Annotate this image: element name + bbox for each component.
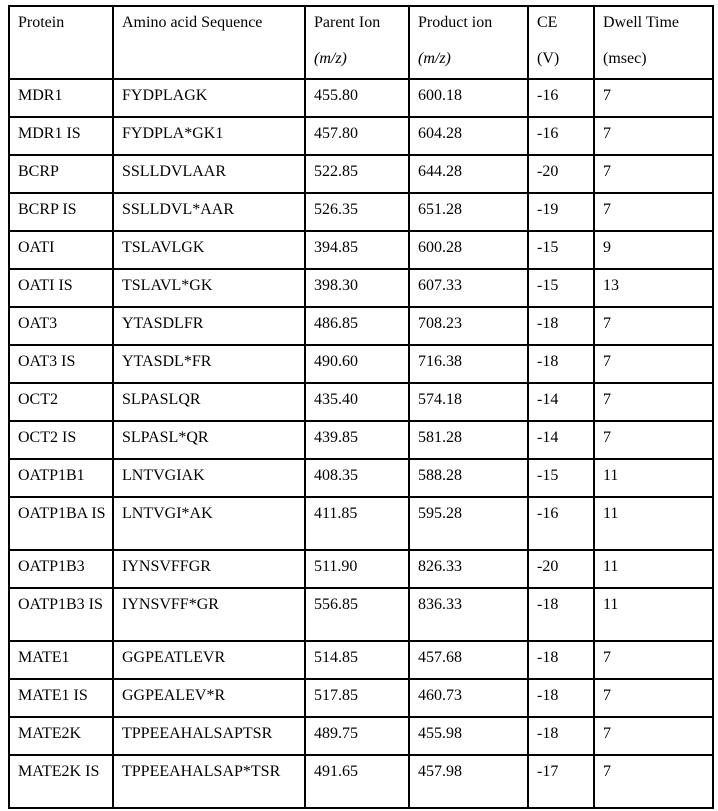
cell-product-ion: 644.28 xyxy=(409,155,528,193)
cell-product-ion: 708.23 xyxy=(409,307,528,345)
cell-sequence: LNTVGIAK xyxy=(113,459,305,497)
header-product-ion xyxy=(409,6,528,79)
table-row xyxy=(9,641,713,679)
cell-product-ion: 826.33 xyxy=(409,550,528,588)
table-header xyxy=(9,6,713,79)
cell-protein: OATP1B3 xyxy=(9,550,113,588)
cell-parent-ion: 511.90 xyxy=(305,550,409,588)
cell-ce: -19 xyxy=(528,193,594,231)
cell-ce: -16 xyxy=(528,79,594,117)
cell-dwell-time: 7 xyxy=(594,117,713,155)
cell-dwell-time: 7 xyxy=(594,755,713,808)
cell-dwell-time: 7 xyxy=(594,679,713,717)
cell-product-ion: 600.18 xyxy=(409,79,528,117)
cell-sequence: GGPEALEV*R xyxy=(113,679,305,717)
header-amino-acid-sequence xyxy=(113,6,305,79)
cell-ce: -20 xyxy=(528,550,594,588)
cell-product-ion: 588.28 xyxy=(409,459,528,497)
cell-parent-ion: 457.80 xyxy=(305,117,409,155)
cell-ce: -18 xyxy=(528,307,594,345)
cell-sequence: YTASDL*FR xyxy=(113,345,305,383)
cell-sequence: SLPASL*QR xyxy=(113,421,305,459)
cell-dwell-time: 7 xyxy=(594,193,713,231)
cell-dwell-time: 13 xyxy=(594,269,713,307)
cell-product-ion: 716.38 xyxy=(409,345,528,383)
cell-ce: -20 xyxy=(528,155,594,193)
cell-protein: OATP1BA IS xyxy=(9,497,113,550)
table-body xyxy=(9,79,713,808)
header-product-ion-label: Product ion xyxy=(418,14,493,31)
cell-dwell-time: 11 xyxy=(594,497,713,550)
header-parent-ion xyxy=(305,6,409,79)
cell-ce: -18 xyxy=(528,588,594,641)
cell-protein: OATI xyxy=(9,231,113,269)
cell-protein: BCRP IS xyxy=(9,193,113,231)
cell-parent-ion: 522.85 xyxy=(305,155,409,193)
cell-product-ion: 836.33 xyxy=(409,588,528,641)
cell-parent-ion: 517.85 xyxy=(305,679,409,717)
cell-ce: -17 xyxy=(528,755,594,808)
table-row xyxy=(9,307,713,345)
cell-product-ion: 607.33 xyxy=(409,269,528,307)
cell-sequence: FYDPLAGK xyxy=(113,79,305,117)
header-dwell-time-units: (msec) xyxy=(603,50,647,68)
cell-sequence: YTASDLFR xyxy=(113,307,305,345)
header-protein xyxy=(9,6,113,79)
cell-protein: MDR1 IS xyxy=(9,117,113,155)
cell-sequence: TPPEEAHALSAPTSR xyxy=(113,717,305,755)
header-parent-ion-units: (m/z) xyxy=(314,50,347,68)
cell-ce: -18 xyxy=(528,717,594,755)
cell-ce: -14 xyxy=(528,421,594,459)
cell-ce: -16 xyxy=(528,117,594,155)
cell-parent-ion: 411.85 xyxy=(305,497,409,550)
cell-dwell-time: 7 xyxy=(594,79,713,117)
header-parent-ion-label: Parent Ion xyxy=(314,14,381,31)
header-protein-label: Protein xyxy=(18,14,65,31)
table-row xyxy=(9,79,713,117)
mrm-parameters-table xyxy=(8,5,714,809)
header-dwell-time xyxy=(594,6,713,79)
cell-sequence: SSLLDVLAAR xyxy=(113,155,305,193)
cell-product-ion: 574.18 xyxy=(409,383,528,421)
cell-dwell-time: 7 xyxy=(594,717,713,755)
header-sequence-label: Amino acid Sequence xyxy=(122,14,263,31)
cell-product-ion: 457.98 xyxy=(409,755,528,808)
cell-protein: OATI IS xyxy=(9,269,113,307)
cell-sequence: SSLLDVL*AAR xyxy=(113,193,305,231)
cell-product-ion: 604.28 xyxy=(409,117,528,155)
cell-protein: MATE1 IS xyxy=(9,679,113,717)
cell-protein: OCT2 IS xyxy=(9,421,113,459)
cell-parent-ion: 490.60 xyxy=(305,345,409,383)
cell-product-ion: 455.98 xyxy=(409,717,528,755)
cell-ce: -15 xyxy=(528,269,594,307)
cell-ce: -15 xyxy=(528,231,594,269)
table-row xyxy=(9,155,713,193)
table-row xyxy=(9,269,713,307)
cell-ce: -16 xyxy=(528,497,594,550)
cell-parent-ion: 439.85 xyxy=(305,421,409,459)
cell-product-ion: 595.28 xyxy=(409,497,528,550)
cell-dwell-time: 7 xyxy=(594,383,713,421)
cell-protein: BCRP xyxy=(9,155,113,193)
cell-dwell-time: 7 xyxy=(594,345,713,383)
cell-sequence: IYNSVFFGR xyxy=(113,550,305,588)
cell-sequence: IYNSVFF*GR xyxy=(113,588,305,641)
table-row xyxy=(9,459,713,497)
cell-protein: MDR1 xyxy=(9,79,113,117)
cell-protein: OAT3 IS xyxy=(9,345,113,383)
cell-parent-ion: 408.35 xyxy=(305,459,409,497)
cell-protein: OATP1B1 xyxy=(9,459,113,497)
table-row xyxy=(9,755,713,808)
cell-parent-ion: 526.35 xyxy=(305,193,409,231)
cell-protein: MATE2K xyxy=(9,717,113,755)
cell-protein: OAT3 xyxy=(9,307,113,345)
cell-parent-ion: 398.30 xyxy=(305,269,409,307)
header-row xyxy=(9,6,713,79)
header-product-ion-units: (m/z) xyxy=(418,50,451,68)
cell-parent-ion: 491.65 xyxy=(305,755,409,808)
cell-product-ion: 581.28 xyxy=(409,421,528,459)
header-ce-units: (V) xyxy=(537,50,560,68)
cell-dwell-time: 11 xyxy=(594,588,713,641)
cell-ce: -18 xyxy=(528,641,594,679)
cell-product-ion: 460.73 xyxy=(409,679,528,717)
cell-sequence: GGPEATLEVR xyxy=(113,641,305,679)
cell-dwell-time: 7 xyxy=(594,421,713,459)
cell-parent-ion: 435.40 xyxy=(305,383,409,421)
cell-parent-ion: 394.85 xyxy=(305,231,409,269)
cell-parent-ion: 455.80 xyxy=(305,79,409,117)
cell-protein: OCT2 xyxy=(9,383,113,421)
table-row xyxy=(9,193,713,231)
cell-sequence: LNTVGI*AK xyxy=(113,497,305,550)
table-row xyxy=(9,550,713,588)
cell-product-ion: 600.28 xyxy=(409,231,528,269)
cell-product-ion: 457.68 xyxy=(409,641,528,679)
table-row xyxy=(9,231,713,269)
cell-dwell-time: 7 xyxy=(594,641,713,679)
header-ce-label: CE xyxy=(537,14,558,31)
cell-protein: MATE1 xyxy=(9,641,113,679)
table-row xyxy=(9,679,713,717)
cell-dwell-time: 9 xyxy=(594,231,713,269)
cell-parent-ion: 514.85 xyxy=(305,641,409,679)
cell-sequence: SLPASLQR xyxy=(113,383,305,421)
cell-parent-ion: 486.85 xyxy=(305,307,409,345)
cell-sequence: TPPEEAHALSAP*TSR xyxy=(113,755,305,808)
table-row xyxy=(9,588,713,641)
cell-protein: OATP1B3 IS xyxy=(9,588,113,641)
table-row xyxy=(9,383,713,421)
cell-dwell-time: 11 xyxy=(594,550,713,588)
cell-sequence: TSLAVLGK xyxy=(113,231,305,269)
table-row xyxy=(9,421,713,459)
cell-ce: -18 xyxy=(528,345,594,383)
cell-ce: -15 xyxy=(528,459,594,497)
cell-parent-ion: 489.75 xyxy=(305,717,409,755)
cell-dwell-time: 11 xyxy=(594,459,713,497)
cell-product-ion: 651.28 xyxy=(409,193,528,231)
cell-dwell-time: 7 xyxy=(594,155,713,193)
table-row xyxy=(9,117,713,155)
cell-protein: MATE2K IS xyxy=(9,755,113,808)
cell-ce: -14 xyxy=(528,383,594,421)
header-ce xyxy=(528,6,594,79)
cell-parent-ion: 556.85 xyxy=(305,588,409,641)
table-row xyxy=(9,497,713,550)
table-row xyxy=(9,345,713,383)
cell-ce: -18 xyxy=(528,679,594,717)
table-row xyxy=(9,717,713,755)
cell-dwell-time: 7 xyxy=(594,307,713,345)
cell-sequence: FYDPLA*GK1 xyxy=(113,117,305,155)
header-dwell-time-label: Dwell Time xyxy=(603,14,680,31)
cell-sequence: TSLAVL*GK xyxy=(113,269,305,307)
